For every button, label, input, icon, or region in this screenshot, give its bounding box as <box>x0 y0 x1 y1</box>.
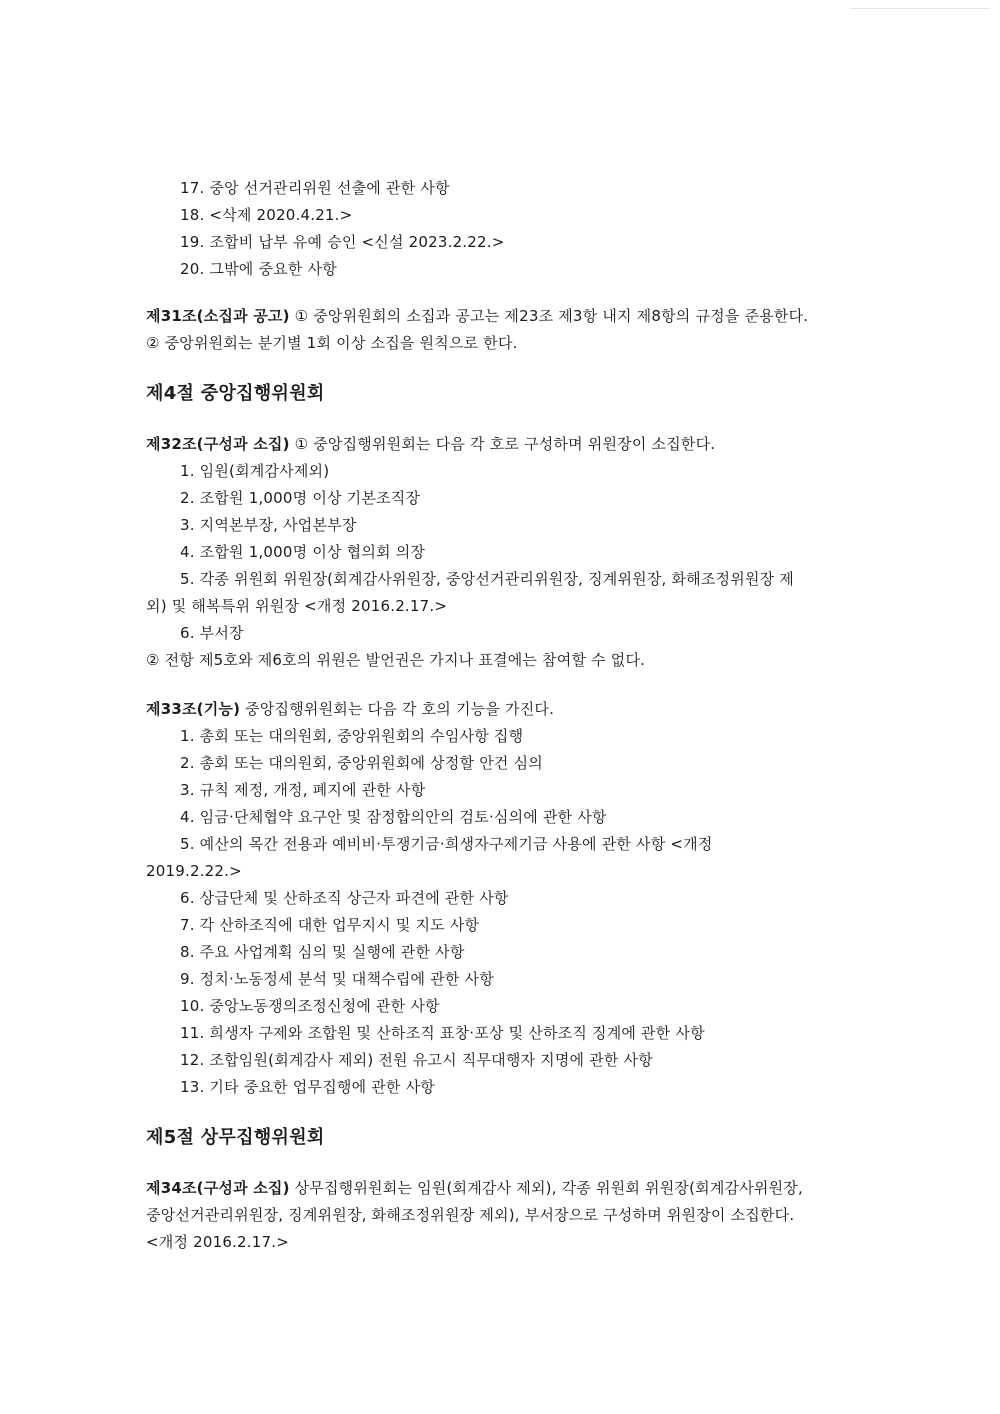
list-item: 1. 임원(회계감사제외) <box>180 462 330 480</box>
article-31-para-2: ② 중앙위원회는 분기별 1회 이상 소집을 원칙으로 한다. <box>146 334 518 352</box>
list-item: 9. 정치·노동정세 분석 및 대책수립에 관한 사항 <box>180 970 494 988</box>
list-item: 19. 조합비 납부 유예 승인 <신설 2023.2.22.> <box>180 233 505 251</box>
list-item-5-line-2: 외) 및 해복특위 위원장 <개정 2016.2.17.> <box>146 597 448 615</box>
list-item: 2. 조합원 1,000명 이상 기본조직장 <box>180 489 421 507</box>
list-item: 4. 조합원 1,000명 이상 협의회 의장 <box>180 543 426 561</box>
article-31-para-1: ① 중앙위원회의 소집과 공고는 제23조 제3항 내지 제8항의 규정을 준용한다. <box>289 307 809 325</box>
scan-artifact-line <box>850 8 990 9</box>
list-item: 8. 주요 사업계획 심의 및 실행에 관한 사항 <box>180 943 465 961</box>
list-item: 2. 총회 또는 대의원회, 중앙위원회에 상정할 안건 심의 <box>180 754 543 772</box>
article-34-line-1: 상무집행위원회는 임원(회계감사 제외), 각종 위원회 위원장(회계감사위원장, <box>289 1179 803 1197</box>
list-item: 3. 지역본부장, 사업본부장 <box>180 516 357 534</box>
list-item: 6. 상급단체 및 산하조직 상근자 파견에 관한 사항 <box>180 889 509 907</box>
article-32-title: 제32조(구성과 소집) <box>146 435 290 453</box>
article-33-title: 제33조(기능) <box>146 700 241 718</box>
list-item: 12. 조합임원(회계감사 제외) 전원 유고시 직무대행자 지명에 관한 사항 <box>180 1051 653 1069</box>
article-31-title: 제31조(소집과 공고) <box>146 307 290 325</box>
article-32 <box>146 431 858 458</box>
list-item: 7. 각 산하조직에 대한 업무지시 및 지도 사항 <box>180 916 480 934</box>
article-34 <box>146 1175 858 1202</box>
list-item: 17. 중앙 선거관리위원 선출에 관한 사항 <box>180 179 450 197</box>
article-31 <box>146 303 858 330</box>
article-33-intro: 중앙집행위원회는 다음 각 호의 기능을 가진다. <box>240 700 555 718</box>
article-32-para-2: ② 전항 제5호와 제6호의 위원은 발언권은 가지나 표결에는 참여할 수 없다. <box>146 651 646 669</box>
section-5-heading: 제5절 상무집행위원회 <box>146 1127 325 1148</box>
list-item: 11. 희생자 구제와 조합원 및 산하조직 표창·포상 및 산하조직 징계에 관한 사항 <box>180 1024 705 1042</box>
list-item: 20. 그밖에 중요한 사항 <box>180 260 337 278</box>
article-34-line-2: 중앙선거관리위원장, 징계위원장, 화해조정위원장 제외), 부서장으로 구성하며 위원장이 소집한다. <box>146 1206 795 1224</box>
list-item-5-line-1: 5. 예산의 목간 전용과 예비비·투쟁기금·희생자구제기금 사용에 관한 사항 <개정 <box>180 835 713 853</box>
list-item: 1. 총회 또는 대의원회, 중앙위원회의 수임사항 집행 <box>180 727 524 745</box>
list-item: 18. <삭제 2020.4.21.> <box>180 206 353 224</box>
list-item-5-line-1: 5. 각종 위원회 위원장(회계감사위원장, 중앙선거관리위원장, 징계위원장, 화해조정위원장 제 <box>180 570 794 588</box>
article-32-intro: ① 중앙집행위원회는 다음 각 호로 구성하며 위원장이 소집한다. <box>289 435 716 453</box>
list-item: 6. 부서장 <box>180 624 244 642</box>
list-item: 13. 기타 중요한 업무집행에 관한 사항 <box>180 1078 435 1096</box>
section-4-heading: 제4절 중앙집행위원회 <box>146 383 325 404</box>
document-body <box>146 175 858 1256</box>
article-33 <box>146 696 858 723</box>
list-item-5-line-2: 2019.2.22.> <box>146 862 242 880</box>
list-item: 10. 중앙노동쟁의조정신청에 관한 사항 <box>180 997 440 1015</box>
list-item: 3. 규칙 제정, 개정, 폐지에 관한 사항 <box>180 781 426 799</box>
list-item: 4. 임금·단체협약 요구안 및 잠정합의안의 검토·심의에 관한 사항 <box>180 808 607 826</box>
article-34-title: 제34조(구성과 소집) <box>146 1179 290 1197</box>
article-34-line-3: <개정 2016.2.17.> <box>146 1233 289 1251</box>
